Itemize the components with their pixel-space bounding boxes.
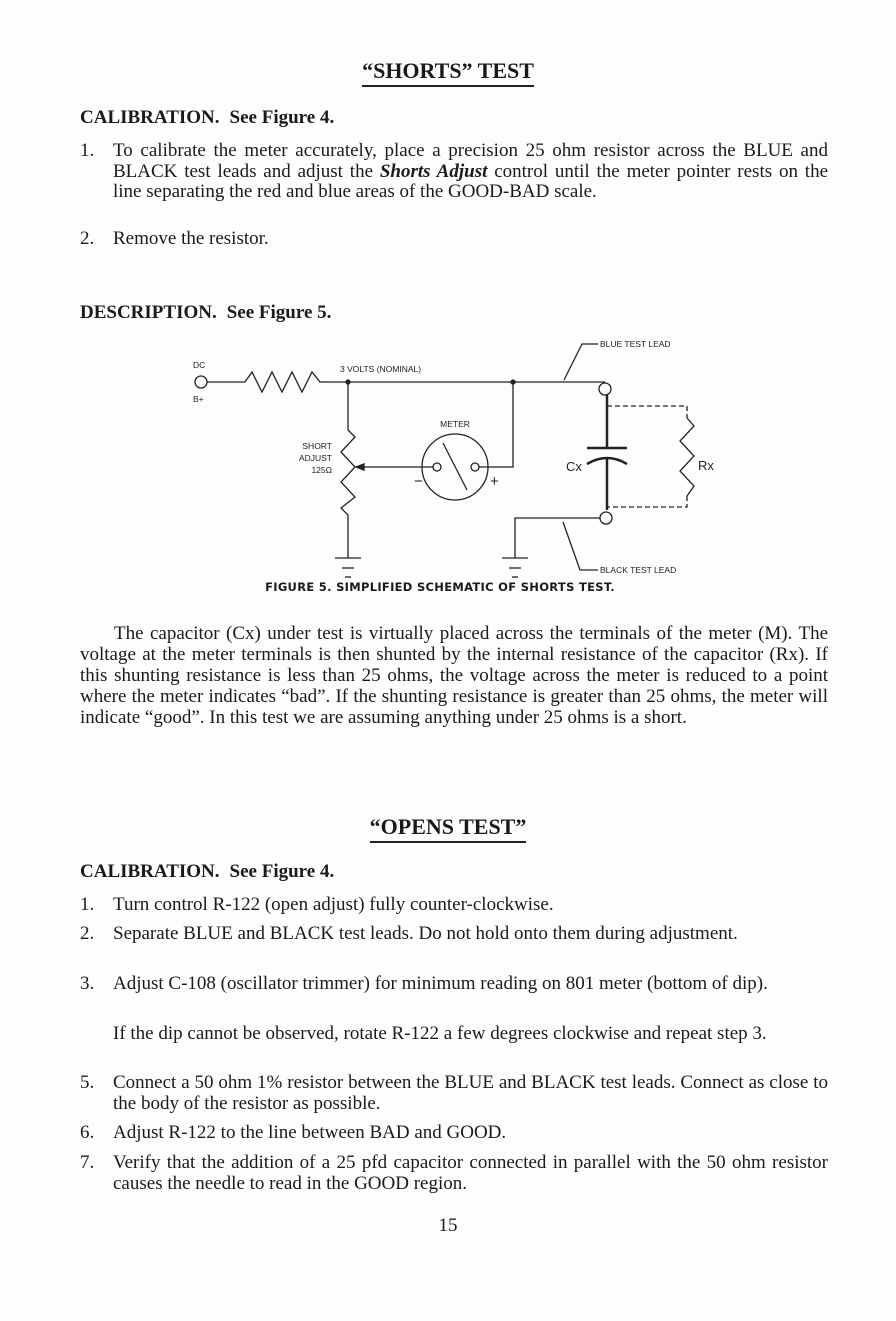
svg-text:SHORT: SHORT bbox=[302, 441, 332, 451]
svg-text:3 VOLTS (NOMINAL): 3 VOLTS (NOMINAL) bbox=[340, 364, 422, 374]
svg-text:METER: METER bbox=[440, 419, 470, 429]
svg-text:ADJUST: ADJUST bbox=[298, 453, 332, 463]
calibration-heading: CALIBRATION. See Figure 4. bbox=[80, 107, 335, 128]
page-number: 15 bbox=[438, 1215, 458, 1236]
list-item: 6. Adjust R-122 to the line between BAD and GOOD. bbox=[80, 1122, 507, 1143]
list-item: 5. Connect a 50 ohm 1% resistor between the BLUE and BLACK test leads. Connect as close to the body of the resistor as possible. bbox=[80, 1072, 828, 1114]
description-paragraph: The capacitor (Cx) under test is virtually placed across the terminals of the meter (M). The voltage at the meter terminals is then shunted by the internal resistance of the capacitor (Rx). If this shunting resistance is less than 25 ohms, the voltage across the meter is reduced to a point where the meter indicates “bad”. If the shunting resistance is greater than 25 ohms, the meter will indicate “good”. In this test we are assuming anything under 25 ohms is a short. bbox=[80, 623, 828, 728]
list-item: 1. To calibrate the meter accurately, place a precision 25 ohm resistor across the BLUE and BLACK test leads and adjust the Shorts Adjust control until the meter pointer rests on the line separating the red and blue areas of the GOOD-BAD scale. bbox=[80, 140, 828, 203]
svg-text:125Ω: 125Ω bbox=[311, 465, 332, 475]
list-item: 2. Remove the resistor. bbox=[80, 228, 269, 249]
svg-text:B+: B+ bbox=[193, 394, 204, 404]
list-item: 3. Adjust C-108 (oscillator trimmer) for minimum reading on 801 meter (bottom of dip). bbox=[80, 973, 768, 994]
list-item: If the dip cannot be observed, rotate R-122 a few degrees clockwise and repeat step 3. bbox=[113, 1023, 767, 1044]
svg-text:+: + bbox=[490, 473, 499, 490]
svg-text:Cx: Cx bbox=[566, 459, 582, 474]
section-title-opens-test: “OPENS TEST” bbox=[0, 814, 896, 840]
svg-text:BLACK TEST LEAD: BLACK TEST LEAD bbox=[600, 565, 677, 575]
list-item: 2. Separate BLUE and BLACK test leads. Do not hold onto them during adjustment. bbox=[80, 923, 738, 944]
svg-text:−: − bbox=[414, 473, 423, 490]
svg-text:DC: DC bbox=[193, 360, 206, 370]
list-item: 7. Verify that the addition of a 25 pfd capacitor connected in parallel with the 50 ohm resistor causes the needle to read in the GOOD region. bbox=[80, 1152, 828, 1194]
figure-caption: FIGURE 5. SIMPLIFIED SCHEMATIC OF SHORTS TEST. bbox=[265, 580, 615, 594]
shorts-test-schematic bbox=[180, 330, 740, 585]
svg-text:BLUE TEST LEAD: BLUE TEST LEAD bbox=[600, 339, 671, 349]
section-title-shorts-test: “SHORTS” TEST bbox=[0, 58, 896, 84]
list-item: 1. Turn control R-122 (open adjust) fully counter-clockwise. bbox=[80, 894, 554, 915]
calibration-heading: CALIBRATION. See Figure 4. bbox=[80, 861, 335, 882]
svg-text:Rx: Rx bbox=[698, 458, 714, 473]
description-heading: DESCRIPTION. See Figure 5. bbox=[80, 302, 332, 323]
